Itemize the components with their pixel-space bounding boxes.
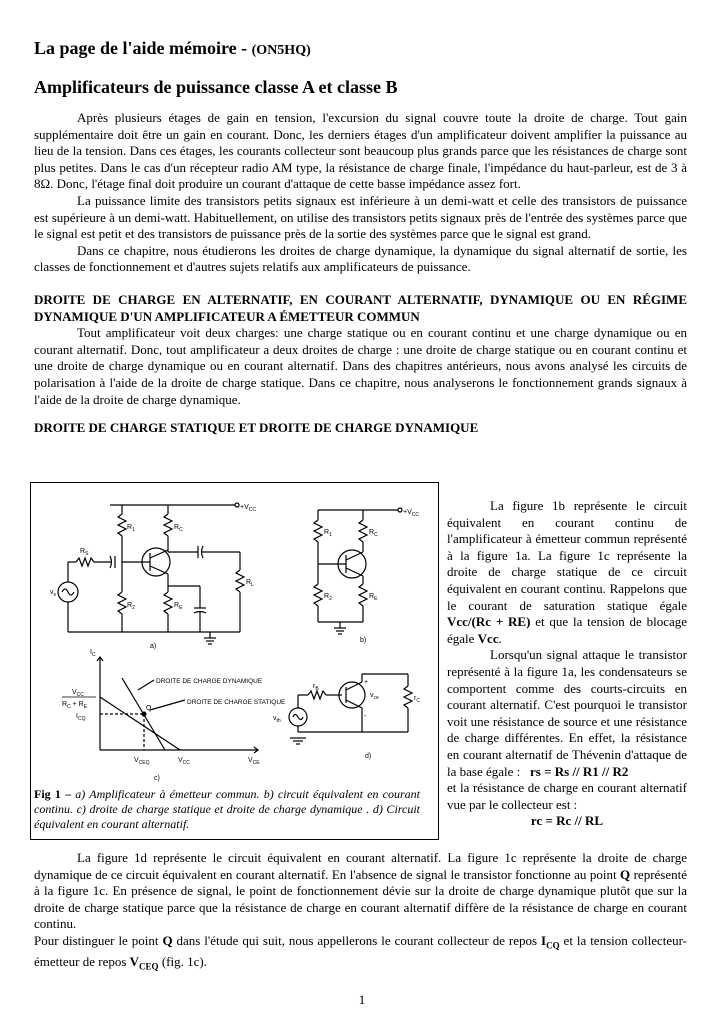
- author-callsign: (ON5HQ): [251, 43, 311, 58]
- label-ic-axis: $I_C$: [90, 649, 96, 658]
- label-icq: $I_{CQ}$: [76, 713, 86, 722]
- paragraph-intro-1: Après plusieurs étages de gain en tension, l'excursion du signal couvre toute la droite de charge. Tout gain supplémentaire doit être un gain en courant. Donc, les derniers étages d'un amplificateur doivent amplifier la puissance au lieu de la tension. Dans ces étages, les courants collecteur sont beaucoup plus grands parce que les résistances de charge sont plus petites. Dans le cas d'un récepteur radio AM type, la résistance de charge finale, l'impédance du haut-parleur, est de 3 à 8Ω. Donc, l'étage final doit produire un courant d'attaque de cette basse impédance assez fort.: [34, 110, 687, 192]
- label-re-a: $R_E$: [174, 602, 183, 611]
- caption-text: a) Amplificateur à émetteur commun. b) circuit équivalent en courant continu. c) droite de charge statique et droite de charge dynamique . d) Circuit équivalent en courant alternatif.: [34, 787, 421, 831]
- figure-caption: [34, 787, 420, 832]
- side-paragraph-1: La figure 1b représente le circuit équivalent en courant continu de l'amplificateur à émetteur commun représenté à la figure 1a. La figure 1c représente la droite de charge statique de ce circuit équivalent en courant continu. Rappelons que le courant de saturation statique égale Vcc/(Rc + RE) et que la tension de blocage égale Vcc.: [447, 498, 688, 646]
- label-vcc-axis: $V_{CC}$: [178, 757, 190, 766]
- label-q-point: Q: [146, 705, 152, 712]
- label-rc-a: $R_C$: [174, 524, 183, 533]
- section-heading-2: DROITE DE CHARGE STATIQUE ET DROITE DE CHARGE DYNAMIQUE: [34, 420, 479, 436]
- label-r1-a: $R_1$: [127, 524, 135, 533]
- paragraph-after-1: La figure 1d représente le circuit équivalent en courant alternatif. La figure 1c représente la droite de charge dynamique de ce circuit équivalent en courant alternatif. En l'absence de signal le transistor fonctionne au point Q représenté à la figure 1c. En présence de signal, le point de fonctionnement dévie sur la droite de charge dynamique plutôt que sur la droite de charge statique parce que la résistance de charge en courant alternatif diffère de la résistance de charge en courant continu.: [34, 850, 688, 932]
- page-number: 1: [358, 992, 366, 1007]
- label-re-b: $R_E$: [369, 593, 378, 602]
- side-paragraph-2: Lorsqu'un signal attaque le transistor représenté à la figure 1a, les condensateurs se comportent comme des courts-circuits en courant alternatif. C'est pourquoi le transistor voit une résistance de source et une résistance de charge différentes. En effet, la résistance en courant alternatif de Thévenin d'attaque de la base égale : rs = Rs // R1 // R2: [447, 647, 687, 779]
- label-sat-denominator: $R_C + R_E$: [62, 701, 88, 710]
- label-vce-axis: $V_{CE}$: [248, 757, 260, 766]
- article-title: Amplificateurs de puissance classe A et classe B: [34, 77, 398, 97]
- label-vceq: $V_{CEQ}$: [134, 757, 150, 766]
- label-rc-b: $R_C$: [369, 529, 378, 538]
- main-text-top: [34, 110, 687, 437]
- main-text-bottom: [34, 850, 687, 975]
- label-vcc-a: $+V_{CC}$: [240, 504, 256, 513]
- paragraph-after-2: Pour distinguer le point Q dans l'étude qui suit, nous appellerons le courant collecteur de repos $I_{CQ}$ et la tension collecteur-émetteur de repos $V_{CEQ}$ (fig. 1c).: [34, 932, 688, 972]
- label-r2-a: $R_2$: [127, 602, 135, 611]
- section-heading-1: DROITE DE CHARGE EN ALTERNATIF, EN COURANT ALTERNATIF, DYNAMIQUE OU EN RÉGIME DYNAMIQUE D'UN AMPLIFICATEUR A ÉMETTEUR COMMUN: [34, 291, 687, 324]
- label-vs-a: $v_s$: [50, 589, 56, 598]
- label-minus-d: -: [364, 713, 367, 720]
- side-paragraph-3: et la résistance de charge en courant alternatif vue par le collecteur est :: [447, 780, 687, 812]
- label-figure-d: d): [365, 753, 372, 760]
- label-sat-numerator: $V_{CC}$: [72, 689, 84, 698]
- paragraph-intro-3: Dans ce chapitre, nous étudierons les droites de charge dynamique, la dynamique du signal alternatif de sortie, les classes de fonctionnement et d'autres sujets relatifs aux amplificateurs de puissance.: [34, 242, 687, 275]
- label-vth-d: $v_{th}$: [273, 715, 281, 724]
- label-rth-d: $r_B$: [313, 683, 319, 692]
- label-figure-c: c): [154, 775, 160, 782]
- label-vce-d: $v_{ce}$: [370, 692, 379, 701]
- label-rs-a: $R_S$: [80, 548, 89, 557]
- label-rl-a: $R_L$: [246, 579, 254, 588]
- label-rc-d: $r_C$: [414, 695, 420, 704]
- caption-label: Fig 1 –: [34, 787, 72, 801]
- figure-schematics: [30, 482, 439, 782]
- paragraph-section-1: Tout amplificateur voit deux charges: une charge statique ou en courant continu et une charge dynamique ou en courant alternatif. Donc, tout amplificateur a deux droites de charge : une droite de charge statique ou en courant continu et une droite de charge dynamique ou en courant alternatif. Dans des chapitres antérieurs, nous avons analysé les circuits de polarisation à l'aide de la droite de charge statique. Dans ce chapitre, nous analyserons le fonctionnement grands signaux à l'aide de la droite de charge dynamique.: [34, 325, 687, 407]
- label-droite-dynamique: DROITE DE CHARGE DYNAMIQUE: [156, 678, 263, 685]
- label-figure-a: a): [150, 643, 157, 650]
- side-formula-rc: rc = Rc // RL: [530, 813, 604, 829]
- label-plus-d: +: [364, 679, 369, 686]
- label-vcc-b: $+V_{CC}$: [403, 509, 419, 518]
- page-title: La page de l'aide mémoire - (ON5HQ): [34, 38, 311, 58]
- side-column: [447, 498, 687, 830]
- label-droite-statique: DROITE DE CHARGE STATIQUE: [187, 699, 286, 706]
- label-figure-b: b): [360, 637, 367, 644]
- q-point-marker: [142, 712, 147, 717]
- label-r2-b: $R_2$: [324, 593, 332, 602]
- label-r1-b: $R_1$: [324, 529, 332, 538]
- paragraph-intro-2: La puissance limite des transistors petits signaux est inférieure à un demi-watt et celle des transistors de puissance est supérieure à un demi-watt. Habituellement, on utilise des transistors petits signaux près de l'entrée des systèmes parce que le signal est petit et des transistors de puissance près de la sortie des systèmes parce que le signal est grand.: [34, 192, 687, 242]
